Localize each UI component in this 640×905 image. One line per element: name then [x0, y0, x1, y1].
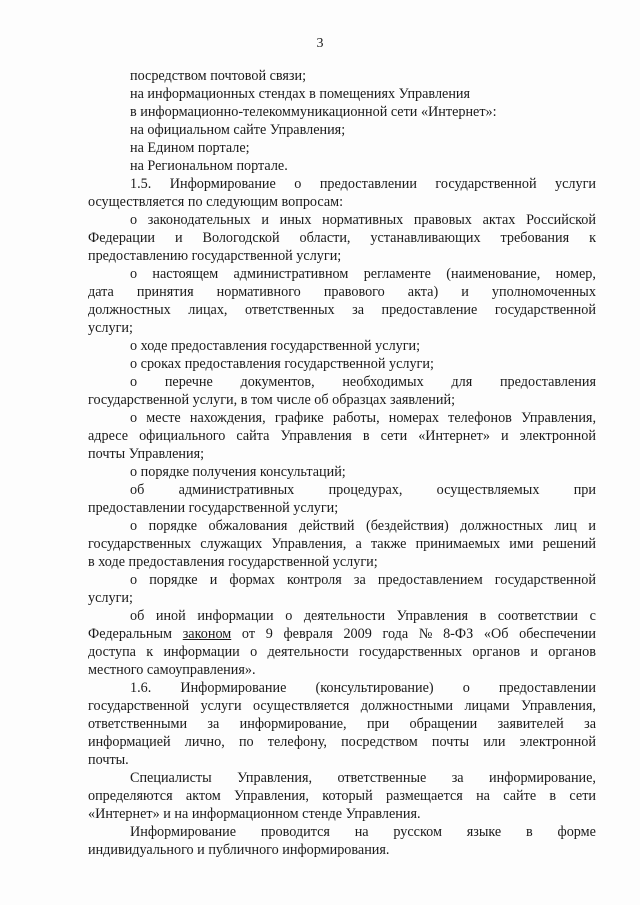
text-line: [88, 428, 596, 444]
word: принятия: [136, 284, 194, 300]
word: государственной: [494, 572, 596, 588]
word: лично,: [184, 734, 225, 750]
word: информации: [197, 608, 274, 624]
word: Российской: [526, 212, 596, 228]
text-line: [130, 410, 596, 426]
word: обращении: [409, 716, 478, 732]
word: за: [352, 302, 364, 318]
word: процедурах,: [328, 482, 403, 498]
word: Информирование: [169, 176, 276, 192]
word: также: [370, 536, 407, 552]
text-line: почты Управления;: [88, 446, 205, 462]
word: контроля: [286, 572, 342, 588]
word: информирование,: [489, 770, 596, 786]
text-line: [88, 788, 596, 804]
word: о: [130, 410, 138, 426]
word: правовых: [413, 212, 472, 228]
text-line: [88, 230, 596, 246]
word: проводится: [260, 824, 330, 840]
text-line: на Региональном портале.: [130, 158, 288, 174]
word: государственных: [88, 536, 192, 552]
word: формах: [229, 572, 275, 588]
text-line: о сроках предоставления государственной услуги;: [130, 356, 434, 372]
text-line: о ходе предоставления государственной услуги;: [130, 338, 421, 354]
text-line: [130, 572, 596, 588]
word: электронной: [519, 734, 596, 750]
word: предоставления: [499, 374, 596, 390]
word: Управления,: [237, 770, 313, 786]
text-line: [130, 770, 596, 786]
word: и: [530, 644, 538, 660]
text-line: [88, 734, 596, 750]
word: о: [250, 644, 258, 660]
word: за: [207, 716, 220, 732]
word: по: [238, 734, 254, 750]
word: нормативного: [216, 284, 301, 300]
word: или: [483, 734, 506, 750]
word: для: [451, 374, 473, 390]
word: а: [355, 536, 362, 552]
word: 8-ФЗ: [443, 626, 474, 642]
word: и: [261, 212, 269, 228]
text-line: услуги;: [88, 590, 133, 606]
word: дата: [88, 284, 114, 300]
word: в: [549, 788, 557, 804]
word: обеспечении: [519, 626, 596, 642]
word: посредством: [341, 734, 418, 750]
word: лицами: [464, 698, 510, 714]
word: обжалования: [208, 518, 288, 534]
word: о: [130, 374, 138, 390]
word: языке: [466, 824, 502, 840]
word: 1.6.: [130, 680, 152, 696]
text-line: предоставлении государственной услуги;: [88, 500, 339, 516]
word: работы,: [332, 410, 380, 426]
text-line: [130, 680, 596, 696]
word: при: [573, 482, 596, 498]
text-line: [130, 518, 596, 534]
word: об: [130, 608, 145, 624]
word: деятельности: [267, 644, 349, 660]
word: и: [500, 428, 509, 444]
word: 1.5.: [130, 176, 152, 192]
word: ответственные: [337, 770, 427, 786]
federal-law-link[interactable]: законом: [182, 626, 232, 642]
word: Управления: [396, 608, 469, 624]
word: (бездействия): [365, 518, 449, 534]
word: «Об: [483, 626, 509, 642]
word: осуществляется: [252, 698, 350, 714]
text-line: осуществляется по следующим вопросам:: [88, 194, 344, 210]
word: предоставлении: [319, 176, 417, 192]
word: за: [451, 770, 464, 786]
word: ответственных: [244, 302, 335, 318]
word: за: [353, 572, 366, 588]
text-line: [88, 626, 596, 642]
word: Управления,: [521, 698, 596, 714]
word: в: [526, 824, 533, 840]
word: Информирование: [130, 824, 237, 840]
word: о: [294, 176, 302, 192]
word: административных: [178, 482, 295, 498]
word: февраля: [283, 626, 333, 642]
word: и: [461, 284, 469, 300]
text-line: [88, 698, 596, 714]
word: который: [322, 788, 373, 804]
text-line: [130, 608, 596, 624]
word: нормативных: [322, 212, 404, 228]
word: доступа: [88, 644, 136, 660]
word: административном: [233, 266, 349, 282]
word: информацией: [88, 734, 171, 750]
word: сети: [380, 428, 408, 444]
word: лицах,: [188, 302, 228, 318]
word: размещается: [385, 788, 463, 804]
word: предоставлении: [498, 680, 596, 696]
word: форме: [557, 824, 596, 840]
text-line: посредством почтовой связи;: [130, 68, 307, 84]
word: регламенте: [363, 266, 431, 282]
text-line: «Интернет» и на информационном стенде Управления.: [88, 806, 421, 822]
word: заявителей: [497, 716, 564, 732]
text-line: [88, 716, 596, 732]
word: о: [130, 572, 138, 588]
word: ответственными: [88, 716, 188, 732]
word: в: [362, 428, 370, 444]
word: осуществляемых: [436, 482, 540, 498]
word: уполномоченных: [491, 284, 596, 300]
word: области,: [299, 230, 351, 246]
word: 9: [265, 626, 273, 642]
text-line: местного самоуправления».: [88, 662, 256, 678]
text-line: [130, 176, 596, 192]
text-line: на официальном сайте Управления;: [130, 122, 346, 138]
text-line: в ходе предоставления государственной услуги;: [88, 554, 378, 570]
text-line: на информационных стендах в помещениях Управления: [130, 86, 471, 102]
text-line: предоставлению государственной услуги;: [88, 248, 342, 264]
word: Федеральным: [88, 626, 173, 642]
text-line: индивидуального и публичного информирования.: [88, 842, 390, 858]
word: года: [382, 626, 409, 642]
word: иной: [155, 608, 186, 624]
word: на: [476, 788, 490, 804]
word: документов,: [240, 374, 315, 390]
word: телефону,: [267, 734, 327, 750]
word: Информирование: [180, 680, 287, 696]
text-line: [88, 536, 596, 552]
text-line: [130, 482, 596, 498]
word: актах: [482, 212, 516, 228]
word: в: [479, 608, 487, 624]
word: за: [584, 716, 596, 732]
word: о: [130, 518, 138, 534]
word: предоставлением: [377, 572, 483, 588]
word: на: [354, 824, 369, 840]
word: о: [285, 608, 293, 624]
word: 2009: [343, 626, 372, 642]
word: Управления: [280, 428, 352, 444]
word: порядке: [149, 572, 198, 588]
word: «Интернет»: [418, 428, 490, 444]
word: акта): [407, 284, 439, 300]
word: номер,: [555, 266, 596, 282]
word: официального: [139, 428, 226, 444]
word: устанавливающих: [370, 230, 481, 246]
text-line: услуги;: [88, 320, 133, 336]
word: должностными: [360, 698, 454, 714]
word: принимаемых: [415, 536, 501, 552]
word: иных: [279, 212, 312, 228]
word: действий: [298, 518, 355, 534]
word: правового: [323, 284, 385, 300]
word: органов: [548, 644, 596, 660]
word: при: [366, 716, 390, 732]
text-line: [130, 212, 596, 228]
word: служащих: [200, 536, 263, 552]
word: русском: [393, 824, 442, 840]
word: ими: [509, 536, 534, 552]
text-line: в информационно-телекоммуникационной сети «Интернет»:: [130, 104, 497, 120]
word: сайте: [503, 788, 537, 804]
word: почты: [431, 734, 470, 750]
word: телефонов: [448, 410, 512, 426]
word: №: [418, 626, 433, 642]
text-line: [88, 302, 596, 318]
word: и: [209, 572, 218, 588]
word: нахождения,: [189, 410, 266, 426]
word: порядке: [148, 518, 197, 534]
text-line: [130, 374, 596, 390]
word: настоящем: [152, 266, 219, 282]
word: лиц: [554, 518, 577, 534]
word: должностных: [460, 518, 544, 534]
text-line: почты.: [88, 752, 129, 768]
word: услуги: [555, 176, 596, 192]
text-line: на Едином портале;: [130, 140, 250, 156]
word: соответствии: [497, 608, 579, 624]
word: определяются: [88, 788, 173, 804]
word: (консультирование): [315, 680, 434, 696]
word: о: [130, 212, 138, 228]
word: к: [146, 644, 154, 660]
word: о: [130, 266, 138, 282]
word: Вологодской: [202, 230, 280, 246]
word: информации: [163, 644, 240, 660]
word: предоставление: [381, 302, 478, 318]
text-line: [88, 284, 596, 300]
word: электронной: [519, 428, 596, 444]
text-line: [130, 266, 596, 282]
word: решений: [542, 536, 596, 552]
word: государственных: [358, 644, 463, 660]
word: с: [589, 608, 596, 624]
word: и: [588, 518, 596, 534]
word: должностных: [88, 302, 171, 318]
word: номерах: [388, 410, 439, 426]
word: и: [174, 230, 183, 246]
word: актом: [185, 788, 221, 804]
word: о: [462, 680, 470, 696]
word: Федерации: [88, 230, 156, 246]
word: государственной: [494, 302, 596, 318]
word: сайта: [236, 428, 270, 444]
text-line: государственной услуги, в том числе об образцах заявлений;: [88, 392, 456, 408]
word: графике: [274, 410, 324, 426]
word: информирование,: [239, 716, 347, 732]
word: Управления,: [234, 788, 309, 804]
word: деятельности: [303, 608, 386, 624]
word: от: [241, 626, 256, 642]
word: перечне: [164, 374, 213, 390]
word: Специалисты: [130, 770, 212, 786]
word: необходимых: [342, 374, 424, 390]
word: государственной: [88, 698, 190, 714]
word: услуги: [200, 698, 242, 714]
word: к: [589, 230, 596, 246]
text-line: [88, 644, 596, 660]
text-line: о порядке получения консультаций;: [130, 464, 346, 480]
word: Управления,: [271, 536, 347, 552]
word: сети: [569, 788, 596, 804]
word: (наименование,: [446, 266, 541, 282]
word: адресе: [88, 428, 129, 444]
word: об: [130, 482, 145, 498]
word: Управления,: [521, 410, 596, 426]
page-number: 3: [316, 36, 324, 51]
word: органов: [472, 644, 521, 660]
text-line: [130, 824, 596, 840]
word: требования: [500, 230, 570, 246]
word: законодательных: [147, 212, 251, 228]
word: государственной: [435, 176, 537, 192]
word: месте: [146, 410, 181, 426]
